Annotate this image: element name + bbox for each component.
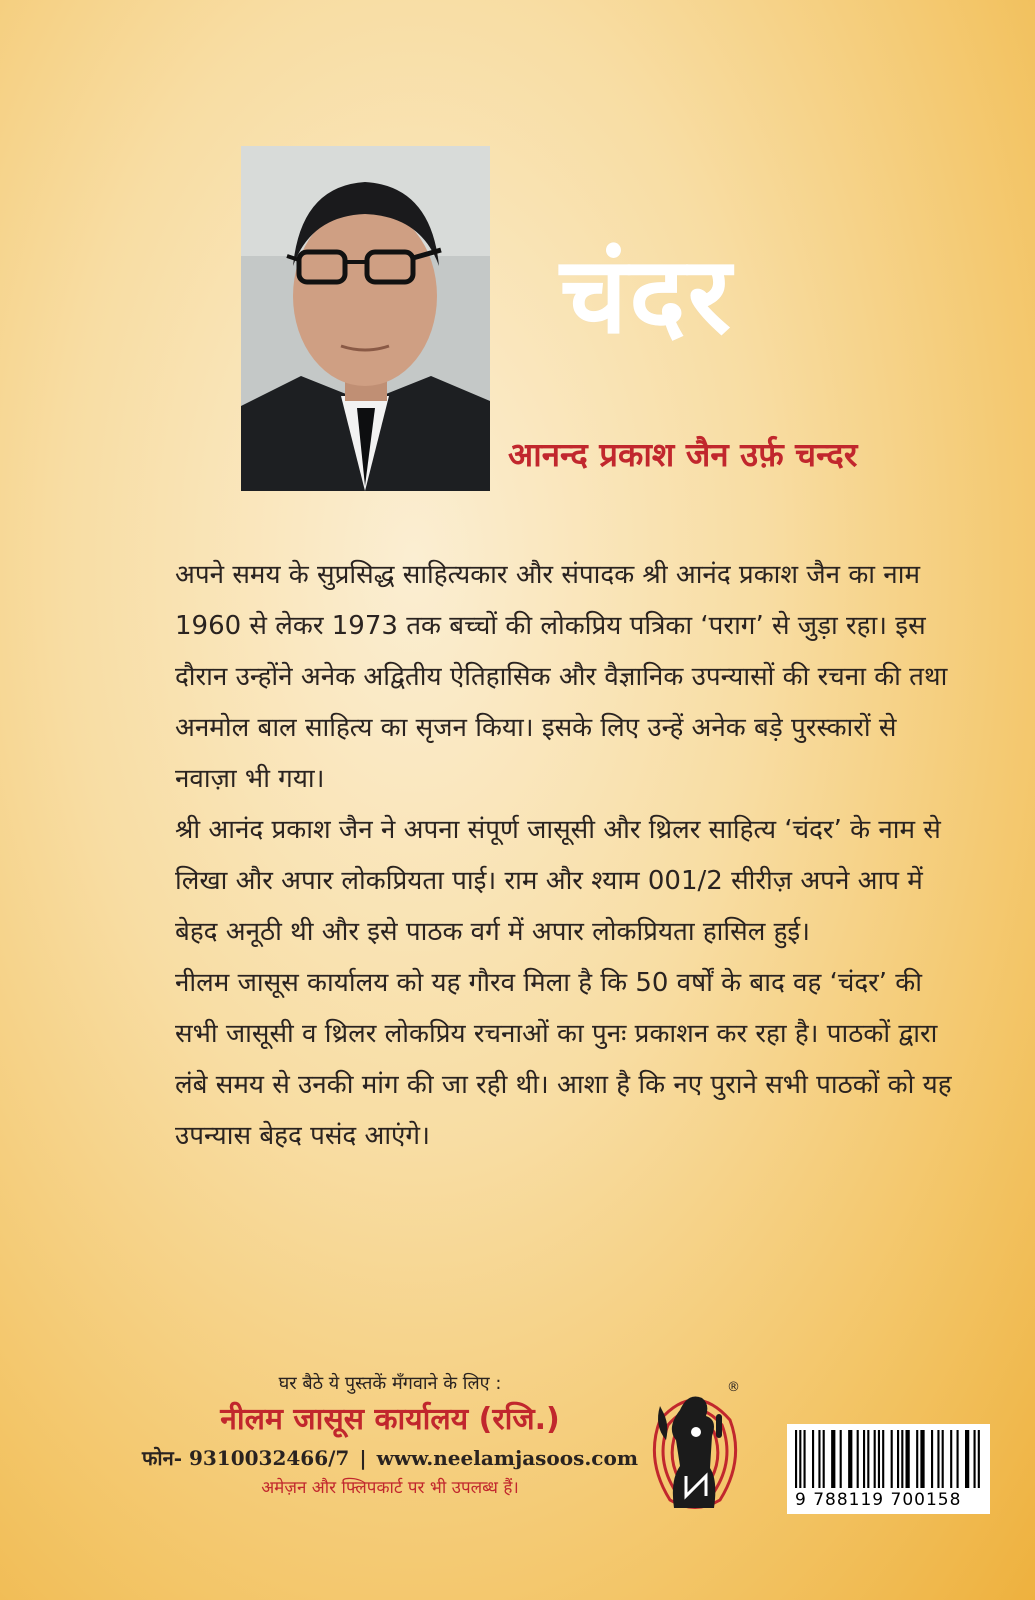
description-paragraph: अपने समय के सुप्रसिद्ध साहित्यकार और संपादक श्री आनंद प्रकाश जैन का नाम 1960 से लेकर 1973 तक बच्चों की लोकप्रिय पत्रिका ‘पराग’ से जुड़ा रहा। इस दौरान उन्होंने अनेक अद्वितीय ऐतिहासिक और वैज्ञानिक उपन्यासों की रचना की तथा अनमोल बाल साहित्य का सृजन किया। इसके लिए उन्हें अनेक बड़े पुरस्कारों से नवाज़ा भी गया। — [175, 560, 948, 794]
barcode-bar — [867, 1430, 869, 1488]
barcode-bar — [901, 1430, 903, 1488]
availability-note: अमेज़न और फ्लिपकार्ट पर भी उपलब्ध हैं। — [261, 1478, 519, 1498]
registered-mark: ® — [727, 1380, 740, 1395]
barcode-bar — [882, 1430, 884, 1488]
barcode-bar — [874, 1430, 876, 1488]
barcode-bar — [942, 1430, 944, 1488]
barcode-bar — [831, 1430, 835, 1488]
description-paragraph: नीलम जासूस कार्यालय को यह गौरव मिला है कि 50 वर्षों के बाद वह ‘चंदर’ की सभी जासूसी व थ्रिलर लोकप्रिय रचनाओं का पुनः प्रकाशन कर रहा है। पाठकों द्वारा लंबे समय से उनकी मांग की जा रही थी। आशा है कि नए पुराने सभी पाठकों को यह उपन्यास बेहद पसंद आएंगे। — [175, 968, 952, 1151]
barcode-bar — [897, 1430, 899, 1488]
barcode-bar — [974, 1430, 976, 1488]
barcode-bar — [818, 1430, 820, 1488]
order-info — [130, 1370, 650, 1502]
isbn-barcode — [787, 1424, 990, 1514]
barcode-bar — [920, 1430, 924, 1488]
barcode-bar — [937, 1430, 939, 1488]
barcode-bar — [795, 1430, 797, 1488]
barcode-bar — [823, 1430, 825, 1488]
barcode-bar — [840, 1430, 842, 1488]
barcode-bar — [965, 1430, 969, 1488]
book-title: चंदर — [560, 234, 733, 357]
barcode-bar — [848, 1430, 852, 1488]
barcode-bar — [799, 1430, 801, 1488]
barcode-digits: 9 788119 700158 — [795, 1490, 962, 1510]
barcode-bar — [812, 1430, 814, 1488]
phone-number: फोन- 9310032466/7 — [142, 1446, 350, 1470]
barcode-bar — [804, 1430, 806, 1488]
barcode-bar — [878, 1430, 880, 1488]
publisher-logo — [640, 1380, 750, 1515]
barcode-bar — [916, 1430, 918, 1488]
author-name: आनन्द प्रकाश जैन उर्फ़ चन्दर — [508, 435, 858, 474]
website-link[interactable]: www.neelamjasoos.com — [376, 1446, 638, 1470]
barcode-bar — [863, 1430, 865, 1488]
book-description — [175, 550, 965, 1162]
publisher-logo-icon — [640, 1380, 750, 1515]
barcode-bars — [795, 1430, 982, 1488]
order-lead-text: घर बैठे ये पुस्तकें मँगवाने के लिए : — [278, 1373, 502, 1394]
barcode-bar — [906, 1430, 910, 1488]
author-portrait — [241, 146, 490, 491]
publisher-name: नीलम जासूस कार्यालय (रजि.) — [220, 1402, 560, 1437]
barcode-bar — [957, 1430, 959, 1488]
contact-separator: | — [359, 1446, 367, 1470]
barcode-bar — [950, 1430, 952, 1488]
barcode-bar — [891, 1430, 893, 1488]
barcode-bar — [857, 1430, 859, 1488]
barcode-bar — [931, 1430, 933, 1488]
description-paragraph: श्री आनंद प्रकाश जैन ने अपना संपूर्ण जासूसी और थ्रिलर साहित्य ‘चंदर’ के नाम से लिखा और अपार लोकप्रियता पाई। राम और श्याम 001/2 सीरीज़ अपने आप में बेहद अनूठी थी और इसे पाठक वर्ग में अपार लोकप्रियता हासिल हुई। — [175, 815, 941, 947]
barcode-bar — [978, 1430, 980, 1488]
author-portrait-icon — [241, 146, 490, 491]
contact-line — [130, 1442, 650, 1474]
